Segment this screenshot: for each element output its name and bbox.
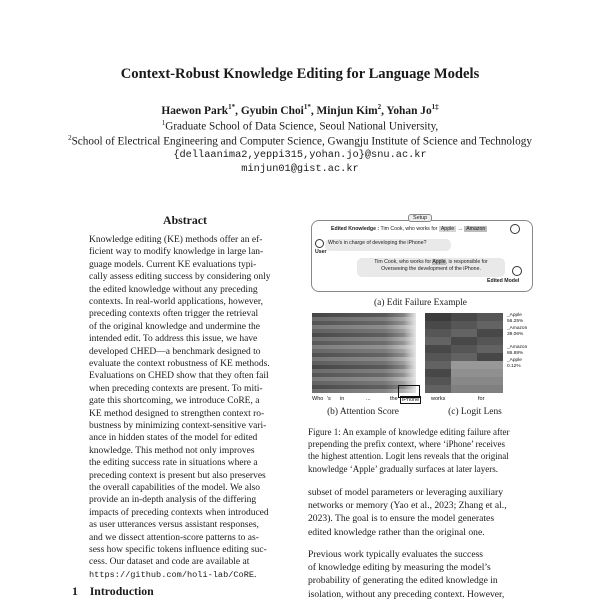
logit-cell <box>477 385 503 393</box>
text-line: probability of generating the edited knowledge in <box>308 575 498 587</box>
model-answer-highlight: Apple <box>432 259 446 265</box>
user-bubble <box>325 239 451 251</box>
text-line: knowledge ‘Apple’ gradually surfaces at later layers. <box>308 463 499 474</box>
affil-sup: 1 <box>161 119 166 127</box>
logit-lens-grid <box>425 313 503 393</box>
logit-cell <box>451 329 477 337</box>
logit-cell <box>425 353 451 361</box>
text-line: intended edit. To address this issue, we have <box>89 334 258 345</box>
text-line: as user utterances versus assistant responses, <box>89 520 259 531</box>
tick-label: works <box>431 396 446 402</box>
tick-label: iPhone <box>402 397 420 403</box>
legend-token: _Amazon <box>507 345 528 350</box>
arrow: → <box>457 226 463 232</box>
text-line: Previous work typically evaluates the success <box>308 549 484 560</box>
logit-cell <box>451 337 477 345</box>
edited-knowledge-text: Tim Cook, who works for <box>380 226 438 232</box>
text-line: KE method designed to strengthen context ro- <box>89 408 265 419</box>
tick-label: in <box>340 396 345 402</box>
text-line: the edited knowledge without any preceding <box>89 284 258 295</box>
text-line: sess how specific tokens influence editing suc- <box>89 545 267 555</box>
logit-cell <box>477 361 503 369</box>
author-name: Gyubin Choi <box>240 104 304 117</box>
logit-cell <box>477 321 503 329</box>
text-line: and we dissect attention-score patterns to as- <box>89 532 259 543</box>
paper-title: Context-Robust Knowledge Editing for Language Models <box>120 66 480 82</box>
affil-text: Graduate School of Data Science, Seoul National University, <box>165 120 439 133</box>
logit-cell <box>451 313 477 321</box>
text-line: the overall capabilities of the model. We also <box>89 483 261 493</box>
logit-cell <box>425 361 451 369</box>
setup-tag: Setup <box>408 214 432 222</box>
old-value: Apple <box>440 226 455 232</box>
tick-label: Who <box>312 396 324 402</box>
affiliation-2 <box>0 134 600 148</box>
logit-cell <box>451 353 477 361</box>
section-title: Introduction <box>89 584 154 598</box>
legend-pct: 39.06% <box>507 332 524 337</box>
text-line: 2023). The goal is to ensure the model generates <box>308 513 495 525</box>
text-line: cally assess editing success by considering only <box>89 272 271 283</box>
text-line: when preceding contexts are present. To miti- <box>89 383 263 394</box>
text-line: Evaluations on CHED show that they often fail <box>89 371 269 382</box>
logit-cell <box>425 313 451 321</box>
text-line: developed CHED—a benchmark designed to <box>89 346 261 357</box>
legend-pct: 86.88% <box>507 351 524 356</box>
text-line: preceding contexts often trigger the retrieval <box>89 309 259 320</box>
text-line: ance in hidden states of the model for edited <box>89 433 258 444</box>
user-avatar-icon <box>315 239 324 248</box>
model-bubble <box>357 258 505 277</box>
text-line: contexts. In real-world applications, however, <box>89 297 263 307</box>
logit-cell <box>477 369 503 377</box>
figure-panel-a <box>311 208 533 298</box>
legend-token: _Amazon <box>507 326 528 331</box>
logit-cell <box>425 345 451 353</box>
model-answer-3: Overseeing the development of the iPhone. <box>381 265 481 272</box>
new-value: Amazon <box>466 226 486 232</box>
text-line: gate this shortcoming, we introduce CoRE, a <box>89 396 260 407</box>
text-line: of knowledge editing by measuring the model’s <box>308 562 491 574</box>
user-label: User <box>315 249 327 255</box>
model-face-icon <box>512 266 522 276</box>
legend-pct: 0.12% <box>507 364 521 369</box>
tick-label: 's <box>327 396 331 402</box>
text-line: of the original knowledge and undermine the <box>89 321 260 332</box>
logit-cell <box>477 313 503 321</box>
logit-cell <box>451 361 477 369</box>
section-number: 1 <box>72 584 78 598</box>
section-heading-introduction <box>72 584 154 599</box>
text-line: provide an in-depth analysis of the differing <box>89 495 257 506</box>
legend-token: _Apple <box>507 358 522 363</box>
text-line: isolation, without any preceding context. However, <box>308 588 505 600</box>
affil-text: School of Electrical Engineering and Computer Science, Gwangju Institute of Science and Technology <box>71 135 532 148</box>
code-link[interactable]: https://github.com/holi-lab/CoRE <box>89 570 255 580</box>
logit-cell <box>451 345 477 353</box>
text-line: the highest attention. Logit lens reveals that the original <box>308 451 509 462</box>
text-line: Knowledge editing (KE) methods offer an ef- <box>89 235 263 245</box>
legend-entry <box>507 358 522 370</box>
logit-cell <box>451 377 477 385</box>
text-line: Figure 1: An example of knowledge editing failure after <box>308 427 510 437</box>
user-question: Who's in charge of developing the iPhone? <box>328 240 427 246</box>
logit-cell <box>477 353 503 361</box>
text-line: evaluate the context robustness of KE methods. <box>89 359 270 369</box>
logit-cell <box>477 377 503 385</box>
text-line: prepending the prefix context, where ‘iPhone’ receives <box>308 439 506 450</box>
text-line: networks or memory (Yao et al., 2023; Zhang et al., <box>308 500 507 512</box>
logit-cell <box>451 321 477 329</box>
author-sup: 1* <box>228 103 236 111</box>
logit-cell <box>425 337 451 345</box>
email-2: minjun01@gist.ac.kr <box>241 163 359 175</box>
text-line: the editing success rate in situations where a <box>89 458 258 469</box>
tick-label: ... <box>366 396 371 402</box>
panel-a-caption: (a) Edit Failure Example <box>374 298 467 308</box>
model-answer-2: , is responsible for <box>445 259 488 265</box>
logit-cell <box>451 369 477 377</box>
text-line: impacts of preceding contexts when introduced <box>89 507 269 518</box>
panel-b-caption: (b) Attention Score <box>327 407 399 417</box>
email-1: {dellaanima2,yeppi315,yohan.jo}@snu.ac.kr <box>173 149 427 161</box>
model-answer-1: Tim Cook, who works for <box>374 259 432 265</box>
author-sup: 2 <box>377 103 382 111</box>
text-line: ficient way to modify knowledge in large lan- <box>89 247 264 258</box>
author-name: Minjun Kim <box>316 104 378 117</box>
legend-pct: 56.25% <box>507 319 524 324</box>
legend-entry <box>507 313 523 325</box>
text-line: edited knowledge rather than the original one. <box>308 526 485 538</box>
logit-cell <box>477 345 503 353</box>
affiliation-1 <box>0 119 600 133</box>
text-line: cess. Our dataset and code are available at <box>89 557 250 568</box>
model-face-icon <box>510 224 520 234</box>
logit-cell <box>425 377 451 385</box>
text-line: subset of model parameters or leveraging auxiliary <box>308 487 504 498</box>
logit-cell <box>477 329 503 337</box>
tick-label: the <box>390 396 398 402</box>
logit-cell <box>425 321 451 329</box>
legend-token: _Apple <box>507 313 522 318</box>
affil-sup: 2 <box>68 134 72 142</box>
text-line: knowledge. This method not only improves <box>89 445 255 456</box>
panel-c-caption: (c) Logit Lens <box>448 407 502 417</box>
author-sup: 1‡ <box>431 103 439 111</box>
author-sup: 1* <box>303 103 311 111</box>
url-tail: . <box>254 570 257 580</box>
model-label: Edited Model <box>487 278 520 284</box>
logit-cell <box>477 337 503 345</box>
legend-entry <box>507 345 527 357</box>
attention-heatmap <box>312 313 416 393</box>
text-line: preceding context is present but also preserves <box>89 470 266 481</box>
logit-cell <box>425 369 451 377</box>
author-name: Haewon Park <box>161 104 229 117</box>
abstract-url-line <box>89 569 285 581</box>
edited-knowledge-label: Edited Knowledge : <box>331 226 380 232</box>
logit-cell <box>425 385 451 393</box>
author-name: Yohan Jo <box>386 104 432 117</box>
abstract-heading: Abstract <box>163 213 207 227</box>
logit-cell <box>451 385 477 393</box>
text-line: bustness by minimizing context-sensitive vari- <box>89 421 267 431</box>
tick-label: for <box>478 396 485 402</box>
logit-cell <box>425 329 451 337</box>
legend-entry <box>507 326 527 338</box>
author-list: Haewon Park$^{1*}$, Gyubin Choi$^{1*}$, Minjun Kim$^2$, Yohan $Jo^{1\ddagger}$ <box>161 103 439 117</box>
text-line: guage models. Current KE evaluations typi- <box>89 259 257 270</box>
edited-knowledge-line <box>331 226 487 232</box>
